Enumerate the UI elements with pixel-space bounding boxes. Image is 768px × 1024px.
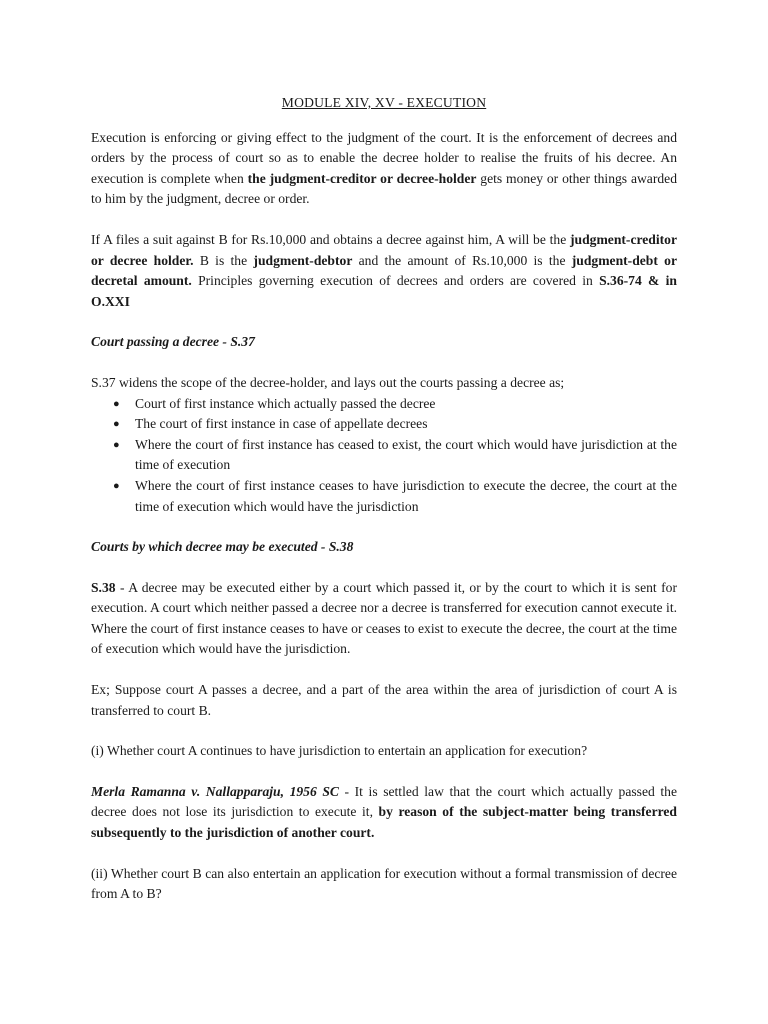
bold-text: by reason of the subject-matter being transferred subsequently to the jurisdiction of another court. (91, 804, 677, 841)
document-page (91, 93, 677, 925)
case-law-paragraph (91, 782, 677, 844)
case-name: Merla Ramanna v. Nallapparaju, 1956 SC (91, 783, 339, 799)
execution-definition-paragraph (91, 128, 677, 210)
example-parties-paragraph (91, 230, 677, 312)
list-item (91, 435, 677, 476)
bullet-icon: ● (113, 438, 120, 451)
bold-text: S.36-74 & in O.XXI (91, 273, 677, 309)
text-span: B is the (193, 252, 254, 268)
bold-text: judgment-debt or decretal amount. (91, 252, 677, 289)
text-span: If A files a suit against B for Rs.10,000 and obtains a decree against him, A will be the (91, 231, 571, 247)
list-item-text: Where the court of first instance has ceased to exist, the court which would have jurisdiction at the time of execution (135, 436, 677, 473)
question-two: (ii) Whether court B can also entertain an application for execution without a formal transmission of decree from A to B? (91, 865, 677, 902)
bold-text: judgment-creditor or decree holder. (91, 231, 677, 268)
list-item-text: The court of first instance in case of appellate decrees (135, 416, 428, 432)
text-span: Principles governing execution of decrees and orders are covered in (191, 273, 600, 289)
bold-text: S.38 (91, 579, 116, 595)
text-span: Execution is enforcing or giving effect to the judgment of the court. It is the enforcement of decrees and orders by the process of court so as to enable the decree holder to realise the fruits of his decree. An execution is complete when (91, 129, 677, 186)
bold-text: the judgment-creditor or decree-holder (247, 170, 477, 186)
text-span: gets money or other things awarded to him by the judgment, decree or order. (91, 170, 677, 207)
question-one: (i) Whether court A continues to have jurisdiction to entertain an application for execution? (91, 743, 588, 759)
s38-paragraph (91, 578, 677, 660)
s37-bullet-list (91, 394, 677, 518)
list-item (91, 394, 677, 415)
text-span: - It is settled law that the court which actually passed the decree does not lose its jurisdiction to execute it, (91, 783, 677, 820)
text-span: and the amount of Rs.10,000 is the (352, 252, 572, 268)
bullet-icon: ● (113, 418, 120, 431)
bullet-icon: ● (113, 397, 120, 410)
list-item-text: Where the court of first instance ceases to have jurisdiction to execute the decree, the court at the time of execution which would have the jurisdiction (135, 477, 677, 514)
list-item (91, 476, 677, 517)
text-span: - A decree may be executed either by a court which passed it, or by the court to which it is sent for execution. A court which neither passed a decree nor a decree is transferred for execution cannot execute it. Where the court of first instance ceases to have or ceases to exist to execute the decree, the court at the time of execution which would have the jurisdiction. (91, 579, 677, 657)
section-heading-s38: Courts by which decree may be executed - S.38 (91, 539, 354, 555)
bold-text: judgment-debtor (253, 252, 353, 268)
list-item-text: Court of first instance which actually passed the decree (135, 395, 436, 411)
section-heading-s37: Court passing a decree - S.37 (91, 334, 255, 350)
document-title: MODULE XIV, XV - EXECUTION (281, 95, 487, 110)
bullet-icon: ● (113, 479, 120, 492)
example-paragraph: Ex; Suppose court A passes a decree, and a part of the area within the area of jurisdiction of court A is transferred to court B. (91, 682, 677, 718)
list-item (91, 414, 677, 435)
s37-intro: S.37 widens the scope of the decree-holder, and lays out the courts passing a decree as; (91, 374, 565, 390)
